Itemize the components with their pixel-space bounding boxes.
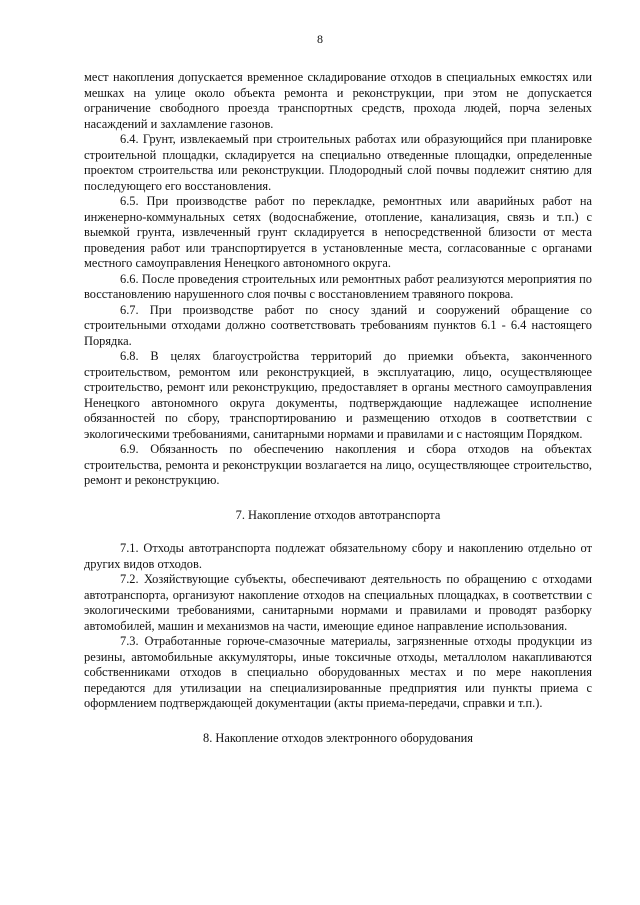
page-number: 8 [317,32,323,46]
paragraph-7-3: 7.3. Отработанные горюче-смазочные материалы, загрязненные отходы продукции из резины, автомобильные аккумуляторы, иные токсичные отходы, металлолом накапливаются собственниками отходов в специально оборудованных местах и по мере накопления передаются для утилизации на специализированные предприятия или пункты приема с оформлением подтверждающей документации (акты приема-передачи, справки и т.п.). [84,634,592,710]
section-8-heading: 8. Накопление отходов электронного оборудования [203,730,473,745]
paragraph-6-8: 6.8. В целях благоустройства территорий до приемки объекта, законченного строительством, ремонтом или реконструкцией, в эксплуатацию, лицо, осуществляющее строительство, ремонт или реконструкцию, предоставляет в органы местного самоуправления Ненецкого автономного округа документы, подтверждающие надлежащее исполнение обязанностей по сбору, транспортированию и размещению отходов в соответствии с экологическими требованиями, санитарными нормами и правилами и с настоящим Порядком. [84,349,592,441]
paragraph-6-7: 6.7. При производстве работ по сносу зданий и сооружений обращение со строительными отходами должно соответствовать требованиям пунктов 6.1 - 6.4 настоящего Порядка. [84,302,592,348]
paragraph-7-1: 7.1. Отходы автотранспорта подлежат обязательному сбору и накоплению отдельно от других видов отходов. [84,541,592,571]
section-7-heading: 7. Накопление отходов автотранспорта [235,507,441,522]
paragraph-continuation: мест накопления допускается временное складирование отходов в специальных емкостях или мешках на улице около объекта ремонта и реконструкции, при этом не допускается ограничение свободного проезда транспортных средств, прохода людей, порча зеленых насаждений и захламление газонов. [84,70,592,131]
paragraph-6-4: 6.4. Грунт, извлекаемый при строительных работах или образующийся при планировке строительной площадки, складируется на специально отведенные площадки, определенные проектом строительства или реконструкции. Плодородный слой почвы подлежит снятию для последующего его восстановления. [84,132,592,193]
paragraph-6-6: 6.6. После проведения строительных или ремонтных работ реализуются мероприятия по восстановлению нарушенного слоя почвы с восстановлением травяного покрова. [84,271,592,301]
paragraph-7-2: 7.2. Хозяйствующие субъекты, обеспечивают деятельность по обращению с отходами автотранспорта, организуют накопление отходов на специальных площадках, в соответствии с экологическими требованиями, санитарными нормами и правилами и проводят разборку автомобилей, машин и механизмов на части, имеющие единое направление использования. [84,572,592,633]
paragraph-6-5: 6.5. При производстве работ по перекладке, ремонтных или аварийных работ на инженерно-коммунальных сетях (водоснабжение, отопление, канализация, связь и т.п.) с выемкой грунта, извлеченный грунт складируется в непосредственной близости от места проведения работ или транспортируется в установленные места, согласованные с органами местного самоуправления Ненецкого автономного округа. [84,194,592,270]
document-body [84,70,592,746]
paragraph-6-9: 6.9. Обязанность по обеспечению накопления и сбора отходов на объектах строительства, ремонта и реконструкции возлагается на лицо, осуществляющее строительство, ремонт и реконструкцию. [84,442,592,487]
